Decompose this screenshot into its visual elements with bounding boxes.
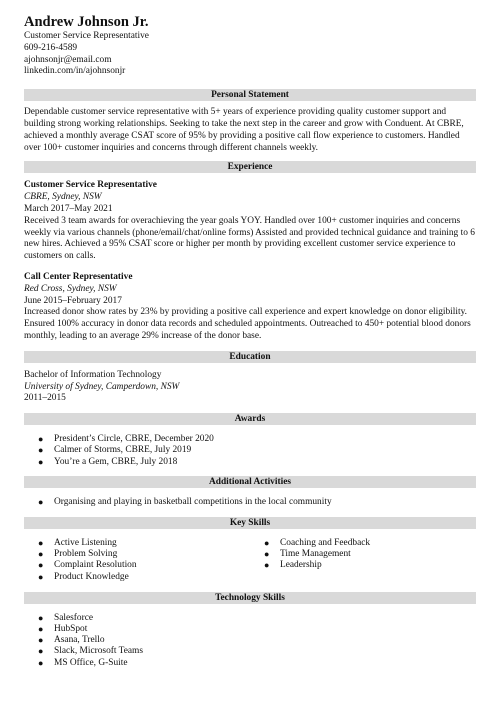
section-heading-awards: Awards <box>24 413 476 425</box>
job-entry-company: Red Cross, Sydney, NSW <box>24 283 117 294</box>
bullet-icon: ● <box>38 571 44 582</box>
list-item: ● You’re a Gem, CBRE, July 2018 <box>38 456 178 467</box>
education-entry <box>24 370 476 405</box>
list-item: ● Asana, Trello <box>38 635 105 646</box>
list-item: ● HubSpot <box>38 623 88 634</box>
job-entry-dates: March 2017–May 2021 <box>24 203 113 214</box>
bullet-icon: ● <box>38 496 44 507</box>
list-item: ● Complaint Resolution <box>38 560 137 571</box>
bullet-icon: ● <box>38 560 44 571</box>
key-skills-columns <box>24 538 476 583</box>
list-item: ● Product Knowledge <box>38 571 129 582</box>
section-heading-technology-skills: Technology Skills <box>24 592 476 604</box>
bullet-icon: ● <box>38 537 44 548</box>
job-entry-company: CBRE, Sydney, NSW <box>24 192 102 203</box>
candidate-name: Andrew Johnson Jr. <box>24 14 149 30</box>
list-item: ● Calmer of Storms, CBRE, July 2019 <box>38 445 192 456</box>
job-title: Customer Service Representative <box>24 31 149 41</box>
list-item: ● Salesforce <box>38 612 94 623</box>
phone-number: 609-216-4589 <box>24 42 78 53</box>
bullet-icon: ● <box>38 635 44 646</box>
key-skills-list-right <box>250 538 476 583</box>
bullet-icon: ● <box>38 657 44 668</box>
contact-block <box>24 31 476 78</box>
bullet-icon: ● <box>38 549 44 560</box>
education-dates: 2011–2015 <box>24 393 66 404</box>
education-school: University of Sydney, Camperdown, NSW <box>24 381 180 392</box>
job-entry-description: Received 3 team awards for overachieving the year goals YOY. Handled over 100+ customer inquiries and concerns weekly via various channels (phone/email/chat/online forms) Assisted and provided technical guidance and training to 6 new hires. Achieved a 95% CSAT score or higher per month by providing excellent customer service experience to customers on calls. <box>24 215 475 262</box>
section-heading-education: Education <box>24 351 476 363</box>
job-entry <box>24 180 476 263</box>
list-item: ● Active Listening <box>38 537 117 548</box>
bullet-icon: ● <box>264 549 270 560</box>
bullet-icon: ● <box>38 456 44 467</box>
list-item: ● Problem Solving <box>38 549 118 560</box>
list-item: ● Organising and playing in basketball competitions in the local community <box>38 496 332 507</box>
section-heading-experience: Experience <box>24 161 476 173</box>
bullet-icon: ● <box>264 560 270 571</box>
bullet-icon: ● <box>38 612 44 623</box>
bullet-icon: ● <box>264 537 270 548</box>
resume-header <box>24 14 476 78</box>
list-item: ● Time Management <box>264 549 351 560</box>
list-item: ● Slack, Microsoft Teams <box>38 646 143 657</box>
email-address: ajohnsonjr@email.com <box>24 54 112 65</box>
list-item: ● President’s Circle, CBRE, December 2020 <box>38 434 214 445</box>
job-entry-description: Increased donor show rates by 23% by providing a positive call experience and expert knowledge on donor eligibility. Ensured 100% accuracy in donor data records and scheduled appointments. Outreached to 450+ potential blood donors monthly, leading to an average 29% increase of the donor base. <box>24 307 471 341</box>
bullet-icon: ● <box>38 434 44 445</box>
list-item: ● MS Office, G-Suite <box>38 657 128 668</box>
section-heading-personal-statement: Personal Statement <box>24 89 476 101</box>
bullet-icon: ● <box>38 646 44 657</box>
job-entry-title: Call Center Representative <box>24 271 133 282</box>
activities-list <box>24 497 476 508</box>
section-heading-key-skills: Key Skills <box>24 517 476 529</box>
bullet-icon: ● <box>38 623 44 634</box>
job-entry <box>24 272 476 343</box>
job-entry-dates: June 2015–February 2017 <box>24 295 122 306</box>
awards-list <box>24 434 476 468</box>
technology-skills-list <box>24 613 476 669</box>
job-entry-title: Customer Service Representative <box>24 180 157 191</box>
key-skills-list-left <box>24 538 250 583</box>
bullet-icon: ● <box>38 445 44 456</box>
linkedin-url: linkedin.com/in/ajohnsonjr <box>24 66 126 77</box>
section-heading-additional-activities: Additional Activities <box>24 476 476 488</box>
list-item: ● Coaching and Feedback <box>264 537 371 548</box>
education-degree: Bachelor of Information Technology <box>24 369 162 380</box>
list-item: ● Leadership <box>264 560 322 571</box>
personal-statement-text: Dependable customer service representative with 5+ years of experience providing quality customer support and building strong working relationships. Seeking to take the next step in the career and grow with Conduent. At CBRE, achieved a monthly average CSAT score of 95% by providing a positive call flow experience to customers. Handled over 100+ customer inquiries and concerns through different channels weekly. <box>24 107 464 153</box>
